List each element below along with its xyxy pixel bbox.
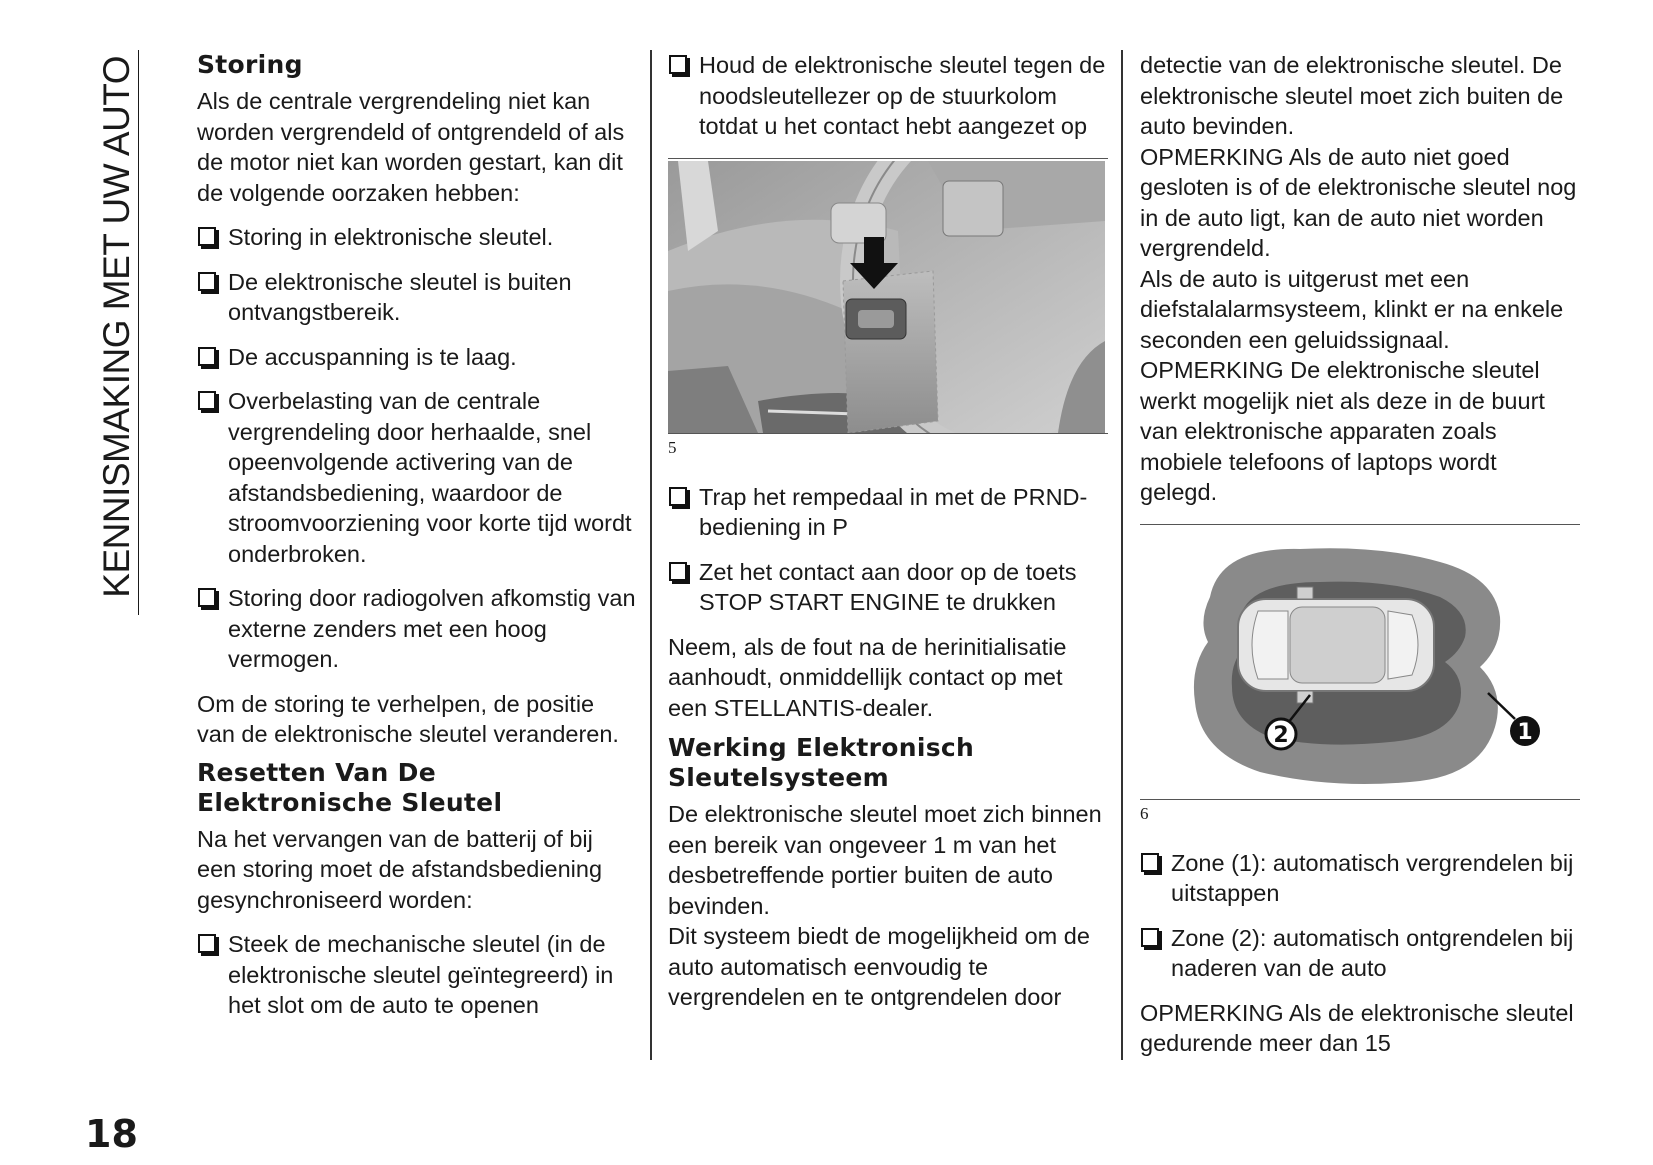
- figure-label: 6: [1140, 803, 1149, 823]
- figure-label: 5: [668, 437, 677, 457]
- paragraph: OPMERKING De elektronische sleutel werkt mogelijk niet als deze in de buurt van elektronische apparaten zoals mobiele telefoons of laptops wordt gelegd.: [1140, 357, 1545, 505]
- heading-resetten: Resetten Van De Elektronische Sleutel: [197, 757, 503, 817]
- checkbox-bullet-icon: [198, 588, 216, 607]
- column-2: [668, 50, 1108, 1027]
- bullet-item: Storing door radiogolven afkomstig van externe zenders met een hoog vermogen.: [197, 583, 637, 675]
- chapter-title-text: KENNISMAKING MET UW AUTO: [96, 56, 137, 598]
- column-divider: [650, 50, 652, 1060]
- page-number: 18: [85, 1112, 138, 1156]
- car-top-view-icon: [1238, 587, 1434, 703]
- checkbox-bullet-icon: [198, 934, 216, 953]
- bullet-item: De elektronische sleutel is buiten ontvangstbereik.: [197, 267, 637, 328]
- checkbox-bullet-icon: [198, 227, 216, 246]
- paragraph: OPMERKING Als de auto niet goed gesloten is of de elektronische sleutel nog in de auto ligt, kan de auto niet worden vergrendeld.: [1140, 143, 1577, 261]
- checkbox-bullet-icon: [1141, 853, 1159, 872]
- checkbox-bullet-icon: [198, 391, 216, 410]
- heading-storing: Storing: [197, 50, 303, 79]
- chapter-side-title: [96, 50, 139, 615]
- bullet-item: Overbelasting van de centrale vergrendeling door herhaalde, snel opeenvolgende activering van de afstandsbediening, waardoor de stroomvoorziening voor korte tijd wordt onderbroken.: [197, 386, 637, 569]
- bullet-item: Steek de mechanische sleutel (in de elektronische sleutel geïntegreerd) in het slot om de auto te openen: [197, 929, 637, 1021]
- paragraph: Na het vervangen van de batterij of bij een storing moet de afstandsbediening gesynchroniseerd worden:: [197, 825, 603, 913]
- detection-zones-diagram: [1140, 527, 1577, 799]
- checkbox-bullet-icon: [669, 55, 687, 74]
- bullet-item: Storing in elektronische sleutel.: [197, 222, 637, 253]
- paragraph: OPMERKING Als de elektronische sleutel gedurende meer dan 15: [1140, 999, 1574, 1056]
- bullet-item: De accuspanning is te laag.: [197, 342, 637, 373]
- paragraph: detectie van de elektronische sleutel. De elektronische sleutel moet zich buiten de auto bevinden.: [1140, 52, 1564, 139]
- checkbox-bullet-icon: [669, 562, 687, 581]
- paragraph: De elektronische sleutel moet zich binnen een bereik van ongeveer 1 m van het desbetreffende portier buiten de auto bevinden.: [668, 801, 1102, 919]
- checkbox-bullet-icon: [1141, 928, 1159, 947]
- bullet-item: Trap het rempedaal in met de PRND-bediening in P: [668, 482, 1108, 543]
- paragraph: Neem, als de fout na de herinitialisatie aanhoudt, onmiddellijk contact op met een STELLANTIS-dealer.: [668, 633, 1067, 721]
- checkbox-bullet-icon: [198, 272, 216, 291]
- column-divider: [1121, 50, 1123, 1060]
- column-3: [1140, 50, 1580, 1073]
- figure-5-dashboard-illustration: [668, 161, 1105, 433]
- callout-2: 2: [1273, 722, 1289, 748]
- checkbox-bullet-icon: [669, 487, 687, 506]
- paragraph: Als de centrale vergrendeling niet kan worden vergrendeld of ontgrendeld of als de motor niet kan worden gestart, kan dit de volgende oorzaken hebben:: [197, 88, 625, 206]
- steering-column-key-reader-image: [668, 161, 1105, 433]
- column-1: [197, 50, 637, 1035]
- paragraph: Als de auto is uitgerust met een diefstalalarmsysteem, klinkt er na enkele seconden een geluidssignaal.: [1140, 265, 1564, 353]
- bullet-item: Zet het contact aan door op de toets STOP START ENGINE te drukken: [668, 557, 1108, 618]
- callout-1: 1: [1517, 719, 1533, 745]
- figure-rule: [668, 158, 1108, 159]
- bullet-item: Zone (2): automatisch ontgrendelen bij naderen van de auto: [1140, 923, 1580, 984]
- figure-6-detection-zones: [1140, 527, 1577, 799]
- checkbox-bullet-icon: [198, 347, 216, 366]
- heading-werking: Werking Elektronisch Sleutelsysteem: [668, 733, 975, 792]
- figure-rule: [1140, 524, 1580, 525]
- bullet-item: Houd de elektronische sleutel tegen de noodsleutellezer op de stuurkolom totdat u het contact hebt aangezet op: [668, 50, 1108, 142]
- paragraph: Dit systeem biedt de mogelijkheid om de auto automatisch eenvoudig te vergrendelen en te ontgrendelen door: [668, 923, 1090, 1010]
- paragraph: Om de storing te verhelpen, de positie van de elektronische sleutel veranderen.: [197, 690, 619, 747]
- bullet-item: Zone (1): automatisch vergrendelen bij uitstappen: [1140, 848, 1580, 909]
